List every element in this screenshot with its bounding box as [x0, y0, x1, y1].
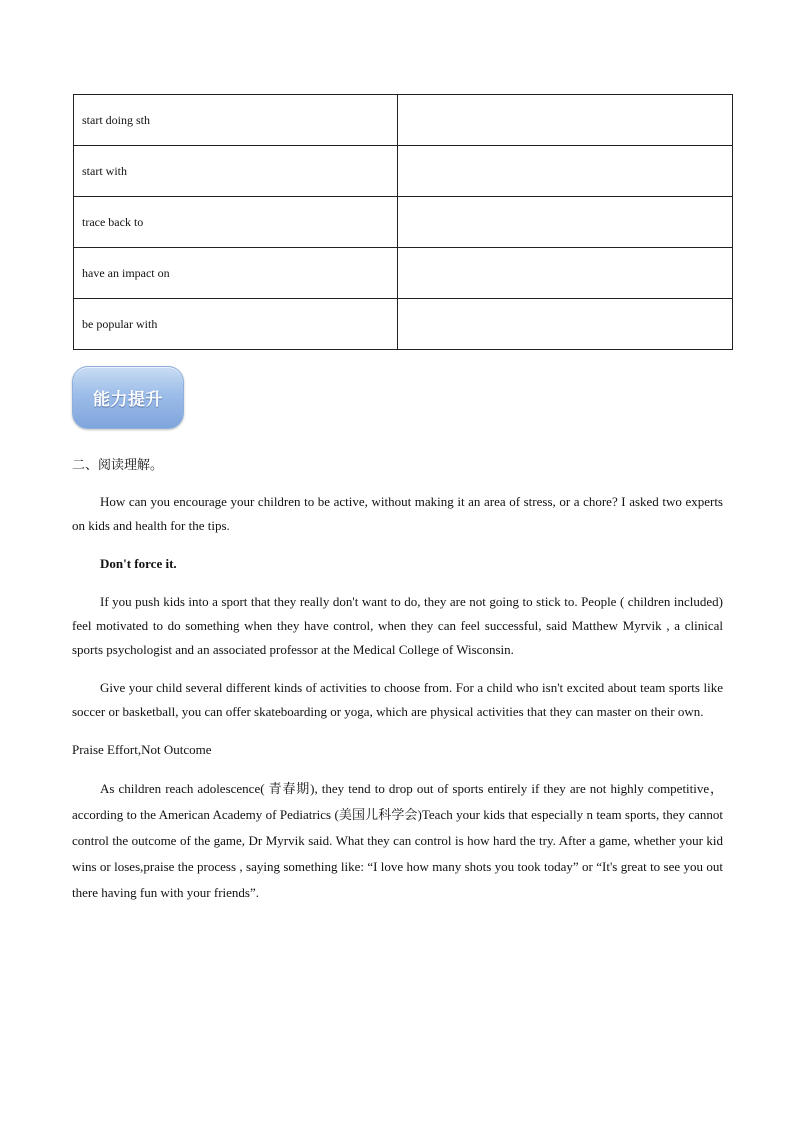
term-cell: trace back to [74, 197, 398, 248]
section-badge [72, 366, 184, 429]
vocabulary-table [73, 94, 733, 350]
section-heading: 二、阅读理解。 [72, 458, 164, 473]
subheading-dont-force: Don't force it. [100, 556, 177, 571]
table-row [74, 197, 733, 248]
table-row [74, 248, 733, 299]
answer-cell [398, 299, 733, 350]
table-row [74, 299, 733, 350]
badge-label: 能力提升 [93, 390, 163, 410]
paragraph-1: If you push kids into a sport that they really don't want to do, they are not going to stick to. People ( children included) feel motivated to do something when they have control, when they can feel successful, said Matthew Myrvik , a clinical sports psychologist and an associated professor at the Medical College of Wisconsin. [72, 594, 723, 657]
term-cell: start doing sth [74, 95, 398, 146]
intro-paragraph: How can you encourage your children to be active, without making it an area of stress, or a chore? I asked two experts on kids and health for the tips. [72, 494, 723, 533]
reading-passage [72, 490, 723, 906]
paragraph-3: As children reach adolescence( 青春期), they tend to drop out of sports entirely if they are not highly competitive，according to the American Academy of Pediatrics (美国儿科学会)Teach your kids that especially n team sports, they cannot control the outcome of the game, Dr Myrvik said. What they can control is how hard the try. After a game, whether your kid wins or loses,praise the process , saying something like: “I love how many shots you took today” or “It's great to see you out there having fun with your friends”. [72, 781, 723, 900]
term-cell: start with [74, 146, 398, 197]
paragraph-2: Give your child several different kinds of activities to choose from. For a child who isn't excited about team sports like soccer or basketball, you can offer skateboarding or yoga, which are physical activities that they can master on their own. [72, 680, 723, 719]
answer-cell [398, 95, 733, 146]
table-row [74, 95, 733, 146]
subheading-praise-effort: Praise Effort,Not Outcome [72, 742, 212, 757]
term-cell: have an impact on [74, 248, 398, 299]
answer-cell [398, 146, 733, 197]
answer-cell [398, 248, 733, 299]
term-cell: be popular with [74, 299, 398, 350]
table-row [74, 146, 733, 197]
answer-cell [398, 197, 733, 248]
